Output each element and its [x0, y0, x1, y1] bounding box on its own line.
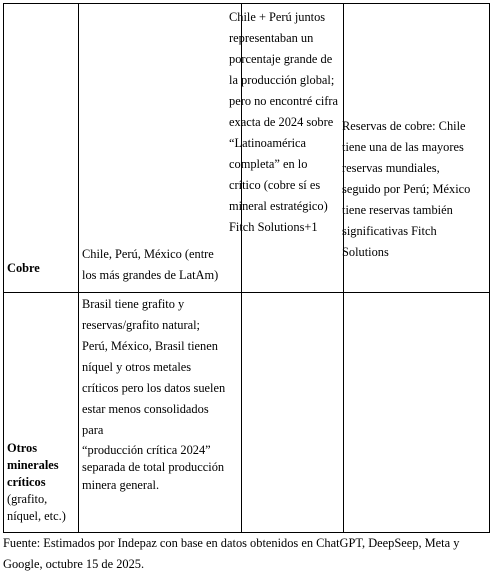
- table-cell-producers-otros: Brasil tiene grafito y reservas/grafito natural; Perú, México, Brasil tienen níquel y otros metales críticos pero los datos suelen estar menos consolidados para “producción crítica 2024” separada de total producción minera general.: [82, 297, 226, 492]
- table-cell-producers-cobre: Chile, Perú, México (entre los más grandes de LatAm): [82, 247, 219, 282]
- table-cell-mineral-otros: Otros minerales críticos (grafito, níquel, etc.): [7, 441, 66, 523]
- column-divider: [78, 4, 79, 532]
- source-footnote: Fuente: Estimados por Indepaz con base en datos obtenidos en ChatGPT, DeepSeep, Meta y Google, octubre 15 de 2025.: [3, 536, 460, 571]
- table-cell-mineral-cobre: Cobre: [7, 261, 40, 275]
- minerals-table: [3, 3, 490, 533]
- table-cell-reserves-cobre: Reservas de cobre: Chile tiene una de las mayores reservas mundiales, seguido por Perú; México tiene reservas también significativas Fitch Solutions: [342, 119, 471, 259]
- table-cell-production-cobre: Chile + Perú juntos representaban un porcentaje grande de la producción global; pero no encontré cifra exacta de 2024 sobre “Latinoamérica completa” en lo crítico (cobre sí es mineral estratégico) Fitch Solutions+1: [229, 10, 339, 234]
- row-divider: [4, 292, 489, 293]
